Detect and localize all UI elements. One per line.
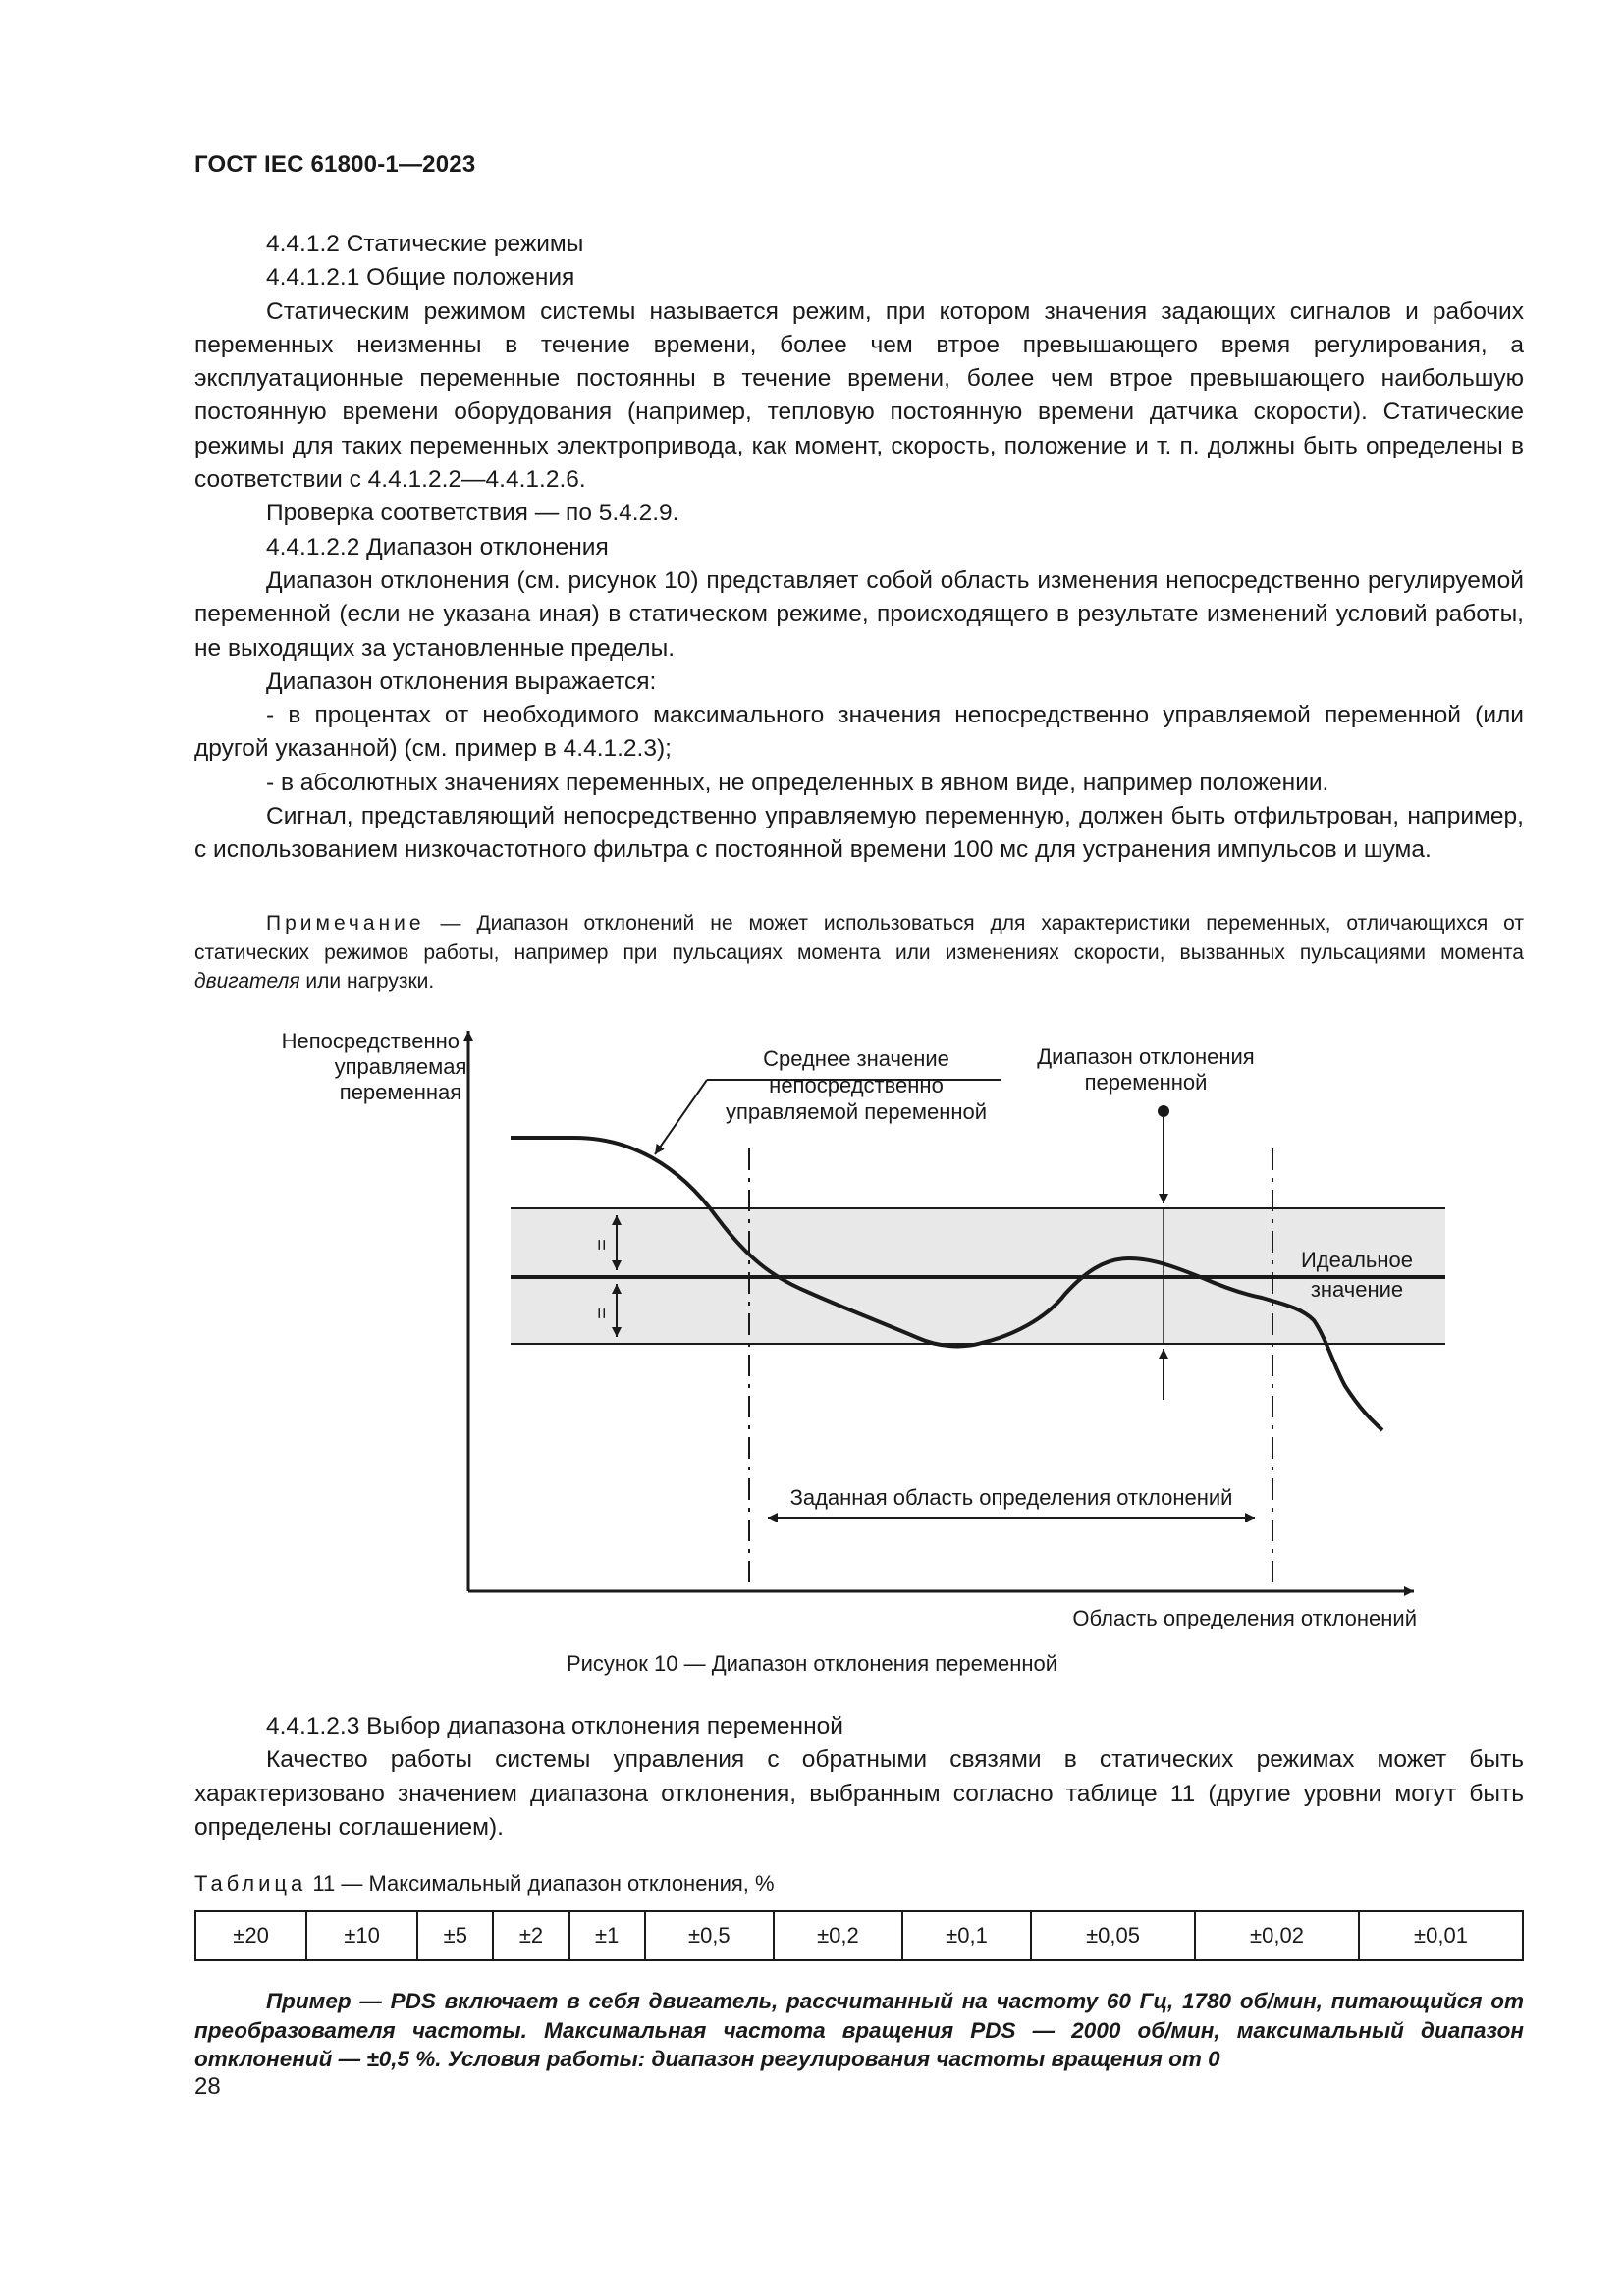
heading-static-modes: 4.4.1.2 Статические режимы [266,231,584,257]
table-label: Таблица [194,1871,307,1896]
y-axis-label-2: управляемая [334,1054,467,1079]
heading-range-selection: 4.4.1.2.3 Выбор диапазона отклонения переменной [266,1713,843,1739]
table-row [195,1911,1523,1960]
heading-deviation-range: 4.4.1.2.2 Диапазон отклонения [266,533,609,561]
range-label-dot [1158,1105,1169,1117]
paragraph-definition: Статическим режимом системы называется режим, при котором значения задающих сигналов и рабочих переменных неизменны в течение времени, более чем втрое превышающего время регулирования, а эксплуатационные переменные постоянны в течение времени, более чем втрое превышающего наибольшую постоянную времени оборудования (например, тепловую постоянную времени датчика скорости). Статические режимы для таких переменных электропривода, как момент, скорость, положение и т. п. должны быть определены в соответствии с 4.4.1.2.2—4.4.1.2.6. [194,297,1524,494]
paragraph-filter: Сигнал, представляющий непосредственно управляемую переменную, должен быть отфильтрован, например, с использованием низкочастотного фильтра с постоянной времени 100 мс для устранения импульсов и шума. [194,803,1524,864]
table-cell: ±0,01 [1359,1911,1523,1960]
table-caption [194,1871,775,1896]
table-cell: ±20 [195,1911,306,1960]
defined-region-label: Заданная область определения отклонений [789,1485,1233,1510]
y-axis-label-3: переменная [339,1080,462,1104]
note-italic: двигателя [194,970,300,992]
example-paragraph: Пример — PDS включает в себя двигатель, рассчитанный на частоту 60 Гц, 1780 об/мин, питающийся от преобразователя частоты. Максимальная частота вращения PDS — 2000 об/мин, максимальный диапазон отклонений — ±0,5 %. Условия работы: диапазон регулирования частоты вращения от 0 [194,1989,1524,2072]
x-axis-label: Область определения отклонений [1072,1606,1417,1629]
section-range-selection [194,1710,1524,1844]
table-cell: ±0,1 [902,1911,1031,1960]
bullet-percent: - в процентах от необходимого максимального значения непосредственно управляемой переменной (или другой указанной) (см. пример в 4.4.1.2.3); [194,702,1524,763]
paragraph-range-selection: Качество работы системы управления с обратными связями в статических режимах может быть характеризовано значением диапазона отклонения, выбранным согласно таблице 11 (другие уровни могут быть определены соглашением). [194,1746,1524,1841]
table-cell: ±10 [306,1911,417,1960]
range-label-1: Диапазон отклонения [1037,1044,1255,1069]
document-header: ГОСТ IEC 61800-1—2023 [194,151,476,178]
bullet-absolute: - в абсолютных значениях переменных, не определенных в явном виде, например положении. [266,769,1329,796]
range-label-2: переменной [1084,1070,1208,1095]
table-cell: ±0,02 [1195,1911,1359,1960]
mean-label-2: непосредственно [769,1073,944,1097]
example-block [194,1987,1524,2074]
table-cell: ±2 [493,1911,568,1960]
equal-mark-lower: = [590,1308,612,1319]
page-number: 28 [194,2073,221,2100]
note-text-before: — Диапазон отклонений не может использоваться для характеристики переменных, отличающихся от статических режимов работы, например при пульсациях момента или изменениях скорости, вызванных пульсациями момента [194,912,1524,964]
note-text-after: или нагрузки. [299,970,435,992]
y-axis-label-1: Непосредственно [281,1029,460,1053]
paragraph-deviation-range: Диапазон отклонения (см. рисунок 10) представляет собой область изменения непосредственно регулируемой переменной (если не указана иная) в статическом режиме, происходящего в результате изменений условий работы, не выходящих за установленные пределы. [194,566,1524,662]
note-label: Примечание [266,912,425,934]
table-caption-text: 11 — Максимальный диапазон отклонения, % [306,1871,775,1896]
table-cell: ±0,05 [1031,1911,1195,1960]
equal-mark-upper: = [590,1239,612,1251]
table-cell: ±1 [569,1911,645,1960]
figure-caption: Рисунок 10 — Диапазон отклонения переменной [566,1651,1058,1676]
table-cell: ±0,2 [774,1911,902,1960]
ideal-label-1: Идеальное [1300,1248,1414,1272]
table-cell: ±0,5 [645,1911,774,1960]
mean-label-1: Среднее значение [763,1046,949,1071]
ideal-label-2: значение [1310,1277,1404,1302]
paragraph-expressed: Диапазон отклонения выражается: [266,667,657,695]
table-cell: ±5 [417,1911,493,1960]
mean-leader-arrow [655,1080,707,1154]
deviation-table [194,1910,1524,1961]
mean-label-3: управляемой переменной [725,1099,988,1124]
paragraph-compliance: Проверка соответствия — по 5.4.2.9. [266,500,679,527]
heading-general: 4.4.1.2.1 Общие положения [266,264,575,292]
